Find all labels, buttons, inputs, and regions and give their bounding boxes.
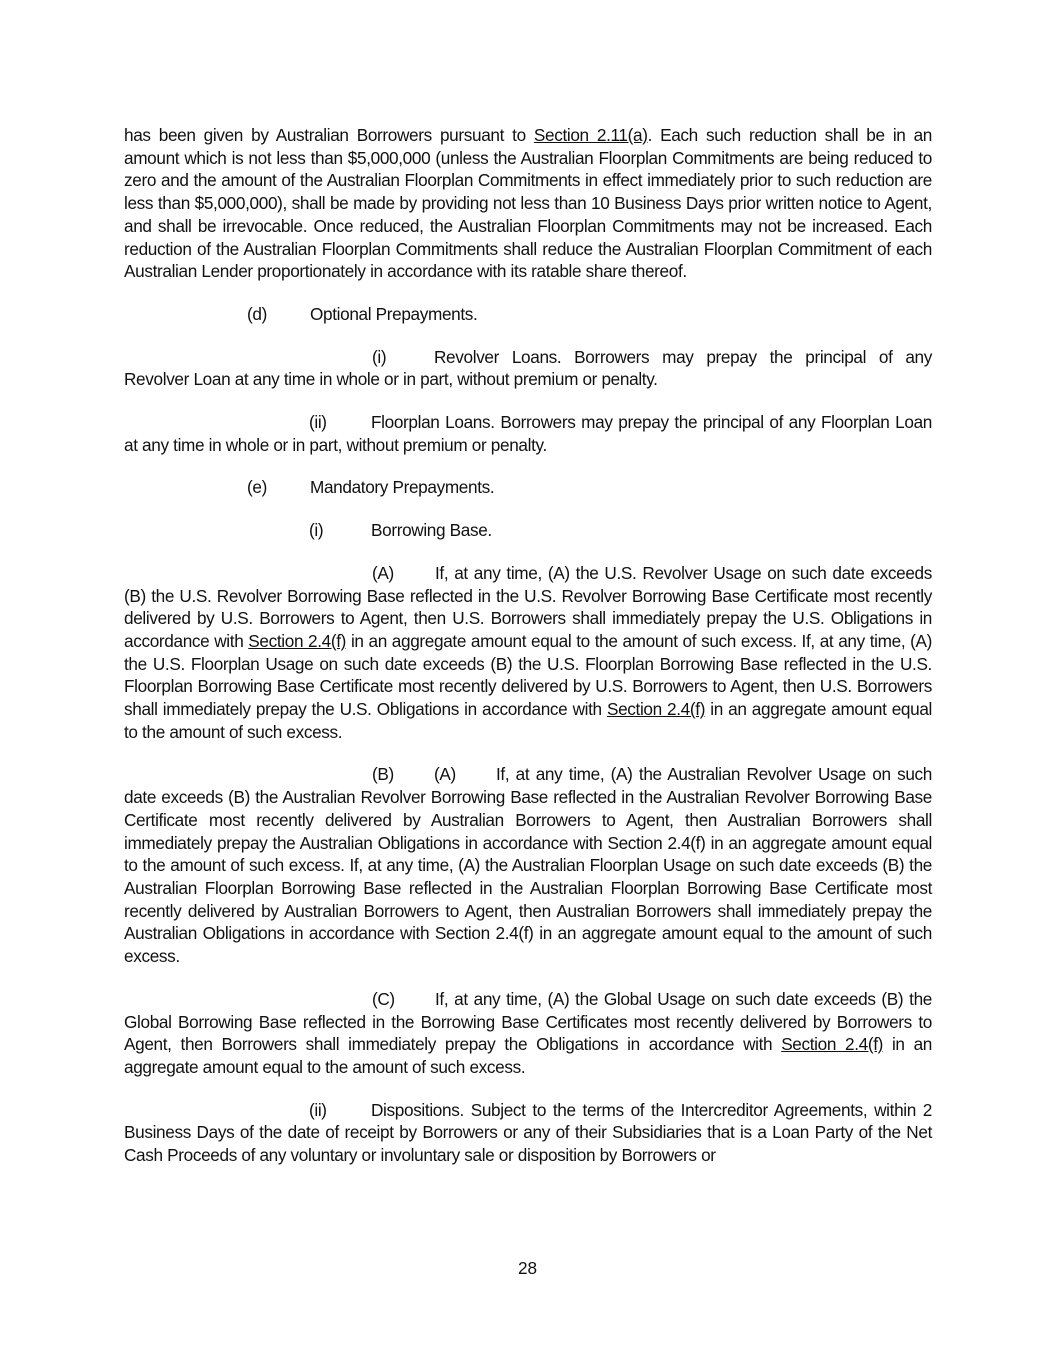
heading-optional-prepayments	[124, 303, 932, 326]
item-title: Floorplan Loans.	[371, 412, 495, 433]
clause-label: (C)	[372, 988, 395, 1009]
item-title: Borrowing Base.	[371, 520, 492, 541]
section-label: (d)	[247, 303, 267, 324]
item-label: (ii)	[309, 412, 327, 433]
item-title: Revolver Loans.	[434, 346, 562, 367]
section-reference: Section 2.4(f)	[606, 699, 706, 720]
document-page	[124, 124, 932, 1167]
paragraph-dispositions: (ii) Dispositions. Subject to the terms of the Intercreditor Agreements, within 2 Business Days of the date of receipt by Borrowers or any of their Subsidiaries that is a Loan Party of the Net Cash Proceeds of any voluntary or involuntary sale or disposition by Borrowers or	[124, 1099, 932, 1166]
paragraph-australian-borrowing-base: (B) (A) If, at any time, (A) the Australian Revolver Usage on such date exceeds (B) the Australian Revolver Borrowing Base reflected in the Australian Revolver Borrowing Base Certificate most recently delivered by Australian Borrowers to Agent, then Australian Borrowers shall immediately prepay the Australian Obligations in accordance with Section 2.4(f) in an aggregate amount equal to the amount of such excess. If, at any time, (A) the Australian Floorplan Usage on such date exceeds (B) the Australian Floorplan Borrowing Base reflected in the Australian Floorplan Borrowing Base Certificate most recently delivered by Australian Borrowers to Agent, then Australian Borrowers shall immediately prepay the Australian Obligations in accordance with Section 2.4(f) in an aggregate amount equal to the amount of such excess.	[124, 764, 932, 967]
subclause-label: (A)	[434, 764, 456, 785]
section-title: Mandatory Prepayments.	[310, 477, 495, 498]
paragraph-revolver-loans: (i) Revolver Loans. Borrowers may prepay the principal of any Revolver Loan at any time in whole or in part, without premium or penalty.	[124, 346, 932, 390]
paragraph-global-borrowing-base: (C) If, at any time, (A) the Global Usage on such date exceeds (B) the Global Borrowing Base reflected in the Borrowing Base Certificates most recently delivered by Borrowers to Agent, then Borrowers shall immediately prepay the Obligations in accordance with Section 2.4(f) in an aggregate amount equal to the amount of such excess.	[124, 988, 932, 1077]
item-label: (ii)	[309, 1099, 327, 1120]
heading-mandatory-prepayments	[124, 476, 932, 499]
item-label: (i)	[309, 520, 324, 541]
paragraph-us-borrowing-base: (A) If, at any time, (A) the U.S. Revolver Usage on such date exceeds (B) the U.S. Revolver Borrowing Base reflected in the U.S. Revolver Borrowing Base Certificate most recently delivered by U.S. Borrowers to Agent, then U.S. Borrowers shall immediately prepay the U.S. Obligations in accordance with Section 2.4(f) in an aggregate amount equal to the amount of such excess. If, at any time, (A) the U.S. Floorplan Usage on such date exceeds (B) the U.S. Floorplan Borrowing Base reflected in the U.S. Floorplan Borrowing Base Certificate most recently delivered by U.S. Borrowers to Agent, then U.S. Borrowers shall immediately prepay the U.S. Obligations in accordance with Section 2.4(f) in an aggregate amount equal to the amount of such excess.	[124, 562, 932, 742]
paragraph-floorplan-loans: (ii) Floorplan Loans. Borrowers may prepay the principal of any Floorplan Loan at any time in whole or in part, without premium or penalty.	[124, 412, 932, 455]
item-label: (i)	[372, 346, 387, 367]
clause-label: (A)	[372, 562, 394, 583]
section-reference: Section 2.4(f)	[781, 1034, 884, 1055]
clause-label: (B)	[372, 764, 394, 785]
section-title: Optional Prepayments.	[310, 303, 478, 324]
item-title: Dispositions.	[371, 1099, 464, 1120]
page-number: 28	[517, 1258, 538, 1278]
section-label: (e)	[247, 477, 267, 498]
section-reference: Section 2.4(f)	[248, 630, 347, 651]
heading-borrowing-base	[124, 519, 932, 542]
section-reference: Section 2.11(a)	[533, 125, 648, 145]
paragraph-commitment-reduction: has been given by Australian Borrowers pursuant to Section 2.11(a). Each such reduction shall be in an amount which is not less than $5,000,000 (unless the Australian Floorplan Commitments are being reduced to zero and the amount of the Australian Floorplan Commitments in effect immediately prior to such reduction are less than $5,000,000), shall be made by providing not less than 10 Business Days prior written notice to Agent, and shall be irrevocable. Once reduced, the Australian Floorplan Commitments may not be increased. Each reduction of the Australian Floorplan Commitments shall reduce the Australian Floorplan Commitment of each Australian Lender proportionately in accordance with its ratable share thereof.	[124, 125, 932, 282]
